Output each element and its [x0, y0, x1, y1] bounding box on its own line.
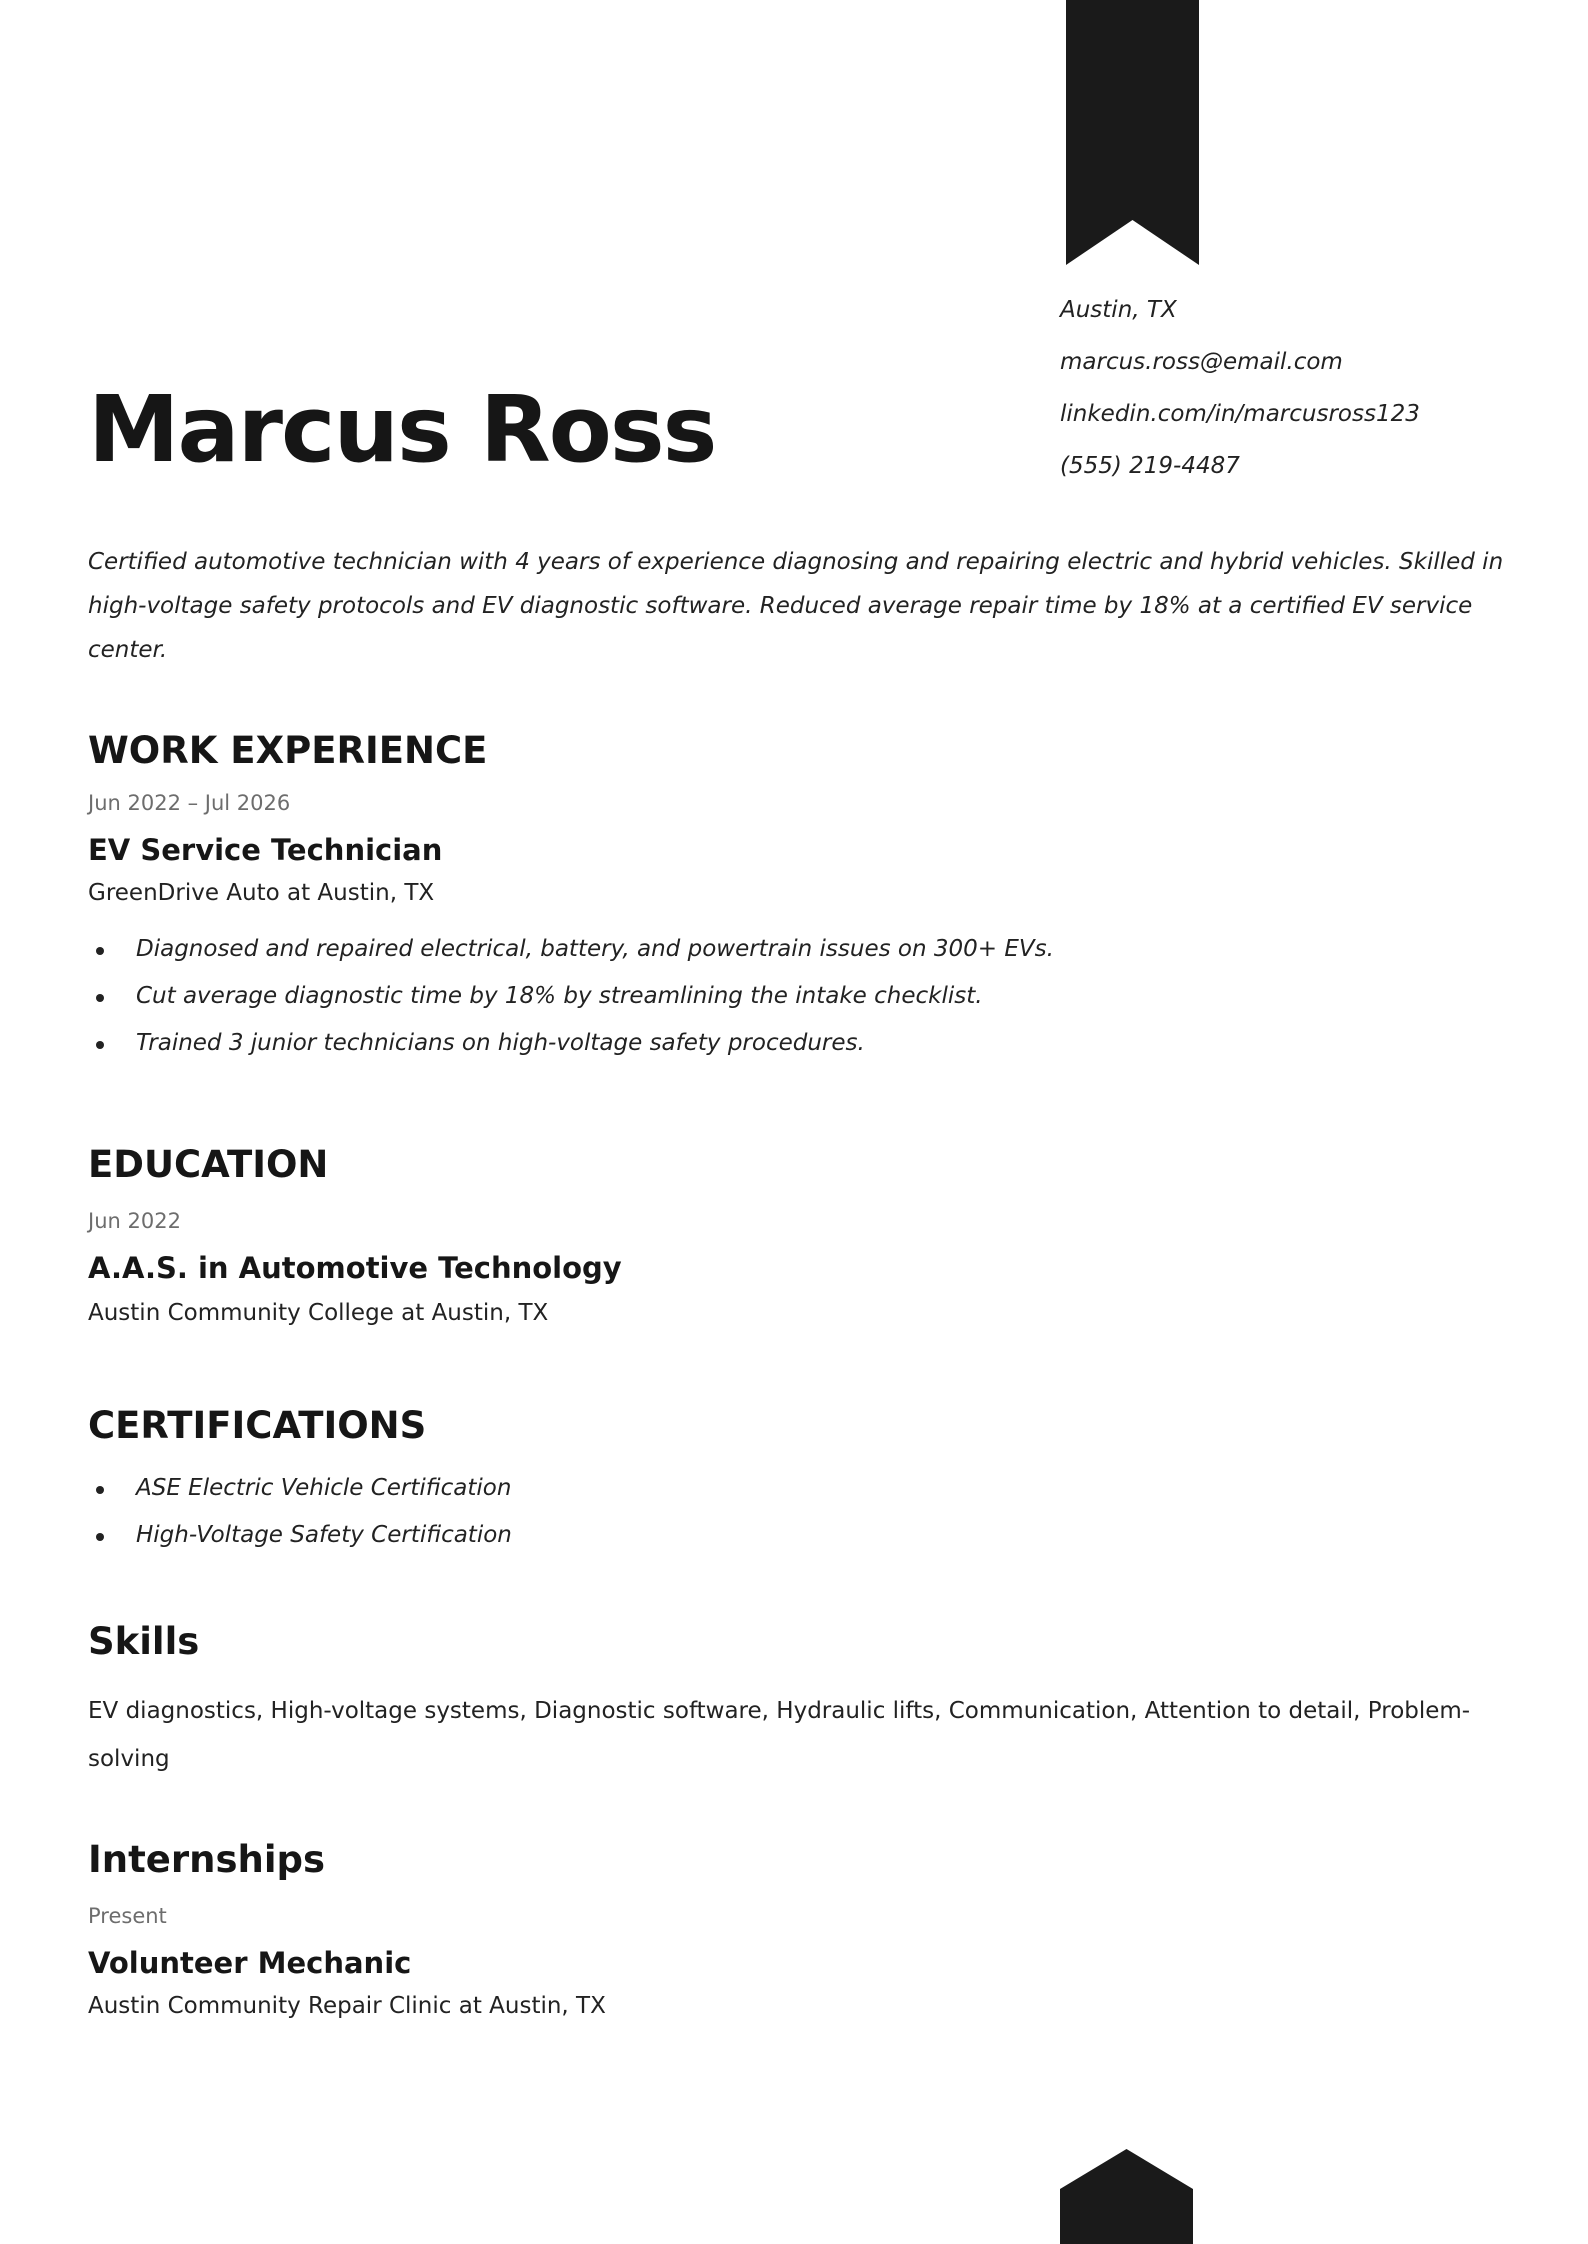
section-heading-work: WORK EXPERIENCE	[88, 729, 488, 772]
internship-organization: Austin Community Repair Clinic at Austin, TX	[88, 1993, 606, 2019]
certification-list	[88, 1465, 1508, 1559]
section-heading-internships: Internships	[88, 1838, 326, 1881]
contact-linkedin[interactable]: linkedin.com/in/marcusross123	[1060, 401, 1420, 427]
internships-section	[88, 1835, 1508, 2023]
contact-block	[1060, 288, 1540, 496]
section-heading-certifications: CERTIFICATIONS	[88, 1404, 427, 1447]
degree-title: A.A.S. in Automotive Technology	[88, 1251, 622, 1285]
contact-phone: (555) 219-4487	[1060, 453, 1240, 479]
certifications-section	[88, 1401, 1508, 1559]
contact-email[interactable]: marcus.ross@email.com	[1060, 349, 1343, 375]
section-heading-skills: Skills	[88, 1620, 200, 1663]
section-heading-education: EDUCATION	[88, 1143, 329, 1186]
school-name: Austin Community College at Austin, TX	[88, 1300, 549, 1326]
skills-list: EV diagnostics, High-voltage systems, Diagnostic software, Hydraulic lifts, Communication, Attention to detail, Problem-solving	[88, 1698, 1471, 1772]
education-date: Jun 2022	[88, 1209, 181, 1233]
list-item: Trained 3 junior technicians on high-voltage safety procedures.	[88, 1020, 1508, 1067]
contact-location: Austin, TX	[1060, 297, 1177, 323]
work-experience-section	[88, 726, 1508, 1067]
job-date: Jun 2022 – Jul 2026	[88, 791, 291, 815]
professional-summary: Certified automotive technician with 4 years of experience diagnosing and repairing electric and hybrid vehicles. Skilled in high-voltage safety protocols and EV diagnostic software. Reduced average repair time by 18% at a certified EV service center.	[88, 549, 1504, 663]
bookmark-ribbon-icon	[1066, 0, 1199, 265]
education-section	[88, 1140, 1508, 1330]
list-item: Diagnosed and repaired electrical, battery, and powertrain issues on 300+ EVs.	[88, 926, 1508, 973]
job-title: EV Service Technician	[88, 833, 443, 867]
skills-section	[88, 1617, 1508, 1783]
job-employer: GreenDrive Auto at Austin, TX	[88, 880, 435, 906]
bottom-ribbon-icon	[1060, 2149, 1193, 2244]
list-item: Cut average diagnostic time by 18% by streamlining the intake checklist.	[88, 973, 1508, 1020]
job-achievements	[88, 926, 1508, 1067]
list-item: High-Voltage Safety Certification	[88, 1512, 1508, 1559]
internship-date: Present	[88, 1904, 167, 1928]
candidate-name: Marcus Ross	[88, 376, 716, 483]
internship-title: Volunteer Mechanic	[88, 1946, 412, 1980]
list-item: ASE Electric Vehicle Certification	[88, 1465, 1508, 1512]
